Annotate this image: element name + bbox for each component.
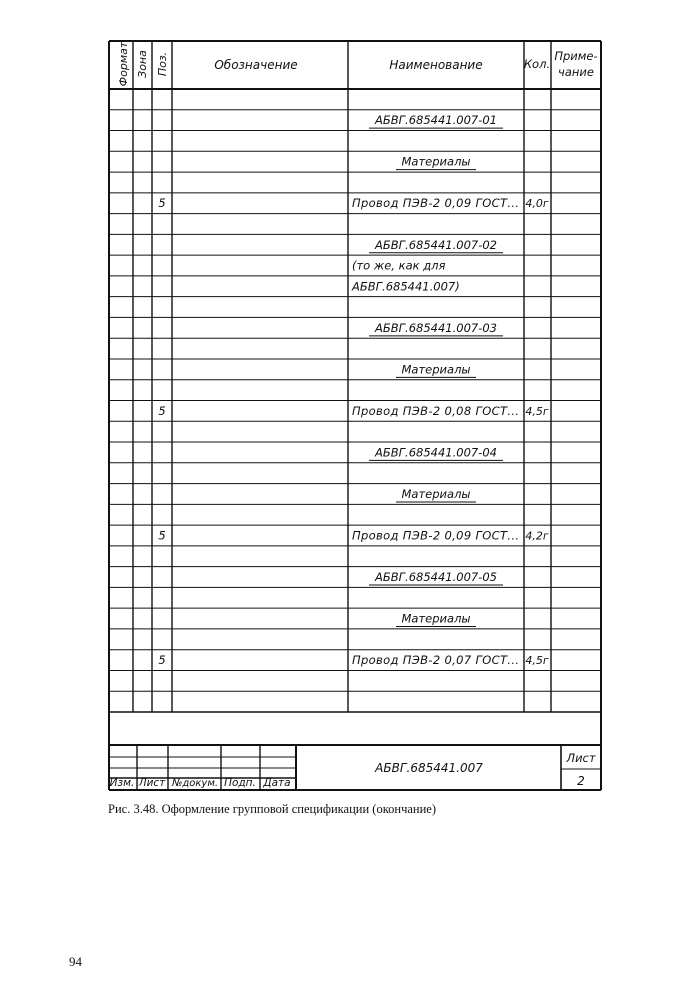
table-row xyxy=(369,238,503,253)
table-row xyxy=(369,113,503,128)
row-name: Провод ПЭВ-2 0,08 ГОСТ... xyxy=(352,403,519,418)
row-name: АБВГ.685441.007-05 xyxy=(375,570,497,585)
table-row xyxy=(158,404,549,418)
table-row xyxy=(158,528,549,542)
row-name: Провод ПЭВ-2 0,07 ГОСТ... xyxy=(352,653,519,668)
table-row xyxy=(158,653,549,667)
table-row xyxy=(352,259,446,273)
row-quantity: 4,2г xyxy=(525,529,549,543)
header-pos: Поз. xyxy=(156,51,169,77)
sheet-number: 2 xyxy=(577,774,585,788)
table-row xyxy=(396,155,476,170)
title-label-docnum: №докум. xyxy=(171,778,219,789)
title-label-izm: Изм. xyxy=(109,777,135,789)
header-format: Формат xyxy=(117,41,130,87)
title-label-sign: Подп. xyxy=(224,777,256,789)
table-row xyxy=(369,445,503,460)
row-name: АБВГ.685441.007) xyxy=(352,279,460,294)
row-position: 5 xyxy=(158,528,166,543)
title-label-list: Лист xyxy=(138,777,166,789)
row-name: Материалы xyxy=(401,486,471,501)
header-note-line1: Приме- xyxy=(554,49,598,63)
row-name: Материалы xyxy=(401,362,471,377)
header-zone: Зона xyxy=(136,50,149,78)
row-position: 5 xyxy=(158,196,166,211)
table-header xyxy=(117,41,598,86)
row-name: Провод ПЭВ-2 0,09 ГОСТ... xyxy=(352,528,519,543)
table-row xyxy=(351,279,460,293)
row-position: 5 xyxy=(158,653,166,668)
row-quantity: 4,0г xyxy=(525,197,549,211)
table-row xyxy=(396,362,476,377)
row-name: АБВГ.685441.007-01 xyxy=(375,113,497,128)
row-name: АБВГ.685441.007-04 xyxy=(375,445,497,460)
sheet-label: Лист xyxy=(566,751,596,765)
row-name: АБВГ.685441.007-03 xyxy=(375,320,497,335)
header-name: Наименование xyxy=(389,58,483,72)
table-row xyxy=(369,321,503,336)
table-row xyxy=(396,612,476,627)
header-note-line2: чание xyxy=(558,65,594,79)
table-row xyxy=(158,196,549,210)
document-code: АБВГ.685441.007 xyxy=(375,761,483,775)
table-row xyxy=(369,570,503,585)
row-position: 5 xyxy=(158,403,166,418)
row-name: Материалы xyxy=(401,611,471,626)
row-name: Материалы xyxy=(401,154,471,169)
table-row xyxy=(396,487,476,502)
row-name: АБВГ.685441.007-02 xyxy=(375,237,497,252)
row-name: Провод ПЭВ-2 0,09 ГОСТ... xyxy=(352,196,519,211)
row-name: (то же, как для xyxy=(352,258,446,273)
table-body xyxy=(158,113,549,667)
page-number: 94 xyxy=(69,954,82,969)
title-label-date: Дата xyxy=(263,777,291,789)
row-quantity: 4,5г xyxy=(525,404,549,418)
header-qty: Кол. xyxy=(523,57,551,71)
row-quantity: 4,5г xyxy=(525,654,549,668)
figure-caption: Рис. 3.48. Оформление групповой спецификации (окончание) xyxy=(108,802,437,816)
header-designation: Обозначение xyxy=(214,58,298,72)
